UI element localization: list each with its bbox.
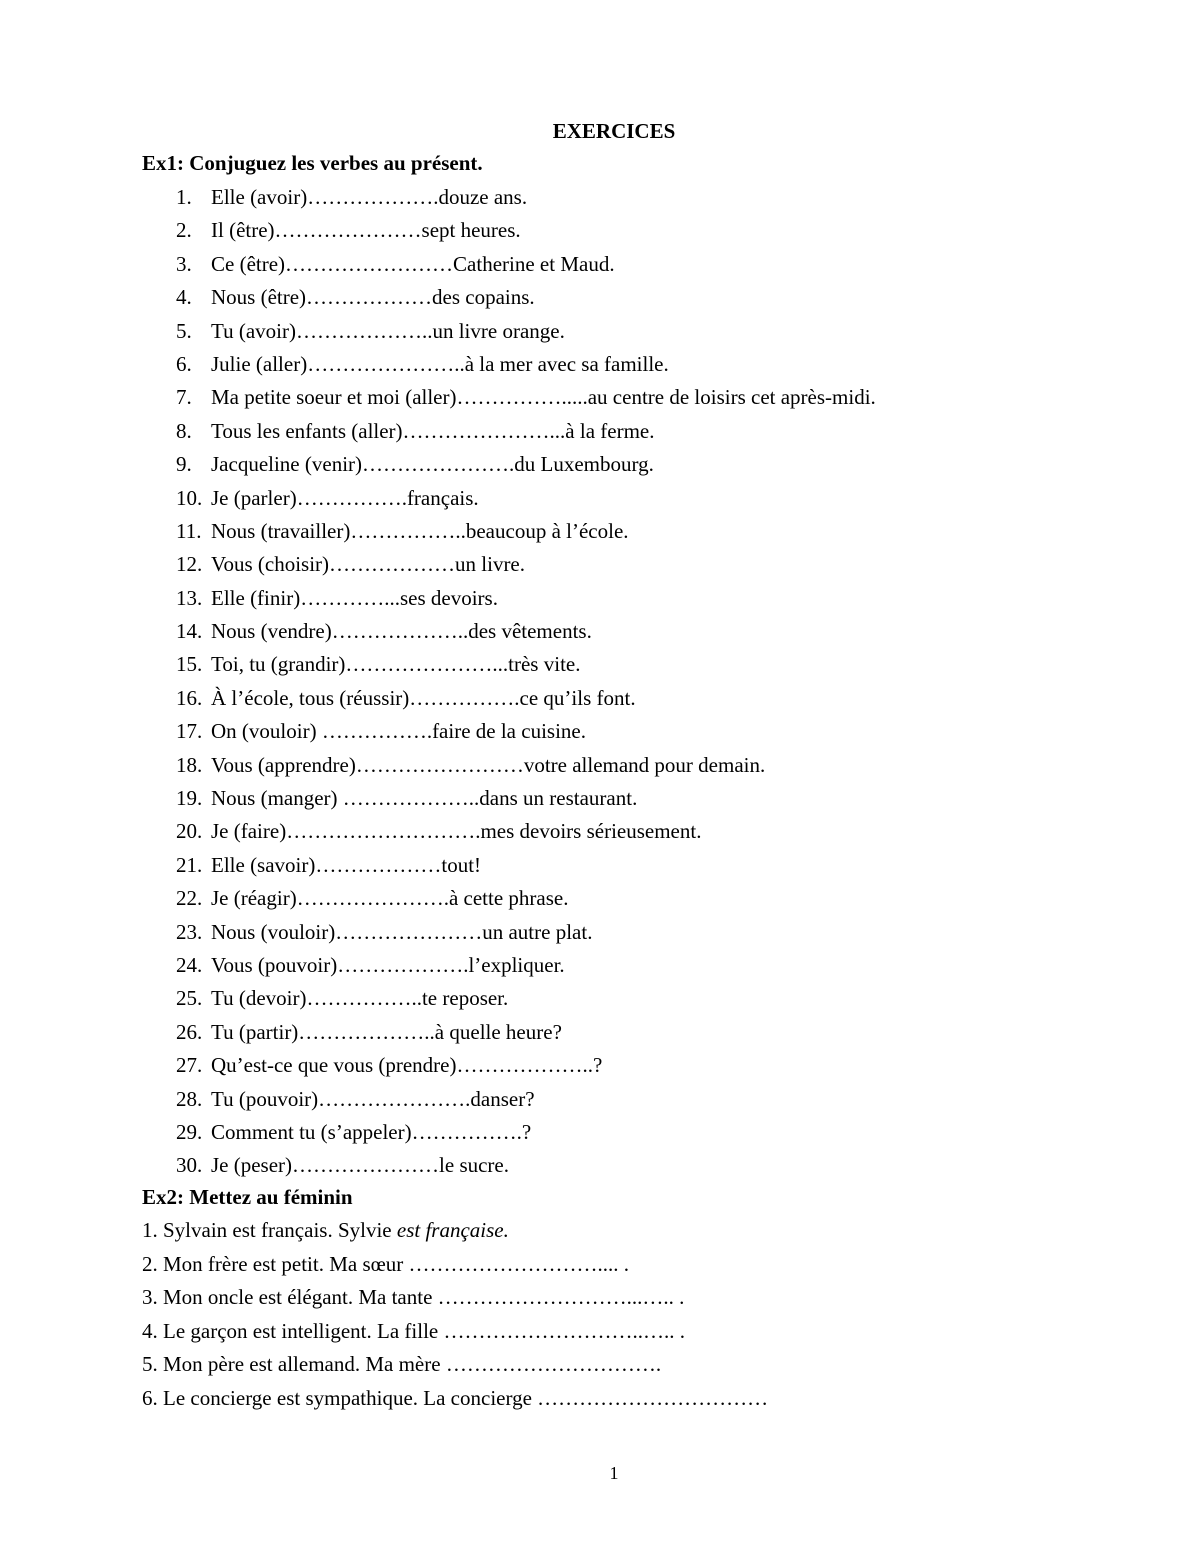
item-number: 10. (176, 485, 203, 510)
item-sentence: Je (réagir)………………….à cette phrase. (211, 886, 569, 911)
item-sentence: Qu’est-ce que vous (prendre)………………..? (211, 1053, 603, 1078)
item-number: 15. (176, 652, 203, 677)
item-number: 27. (176, 1053, 203, 1078)
exercise-1-heading: Ex1: Conjuguez les verbes au présent. (142, 151, 483, 175)
item-number: 16. (176, 685, 203, 710)
item-sentence: Vous (apprendre)……………………votre allemand pour demain. (211, 752, 766, 777)
item-number: 17. (176, 719, 203, 744)
item-sentence: Tu (devoir)……………..te reposer. (211, 986, 509, 1011)
item-sentence: Tu (partir)………………..à quelle heure? (211, 1019, 562, 1044)
item-sentence: Ce (être)……………………Catherine et Maud. (211, 251, 615, 276)
item-sentence: 6. Le concierge est sympathique. La concierge …………………………… (142, 1385, 769, 1410)
item-number: 25. (176, 986, 203, 1011)
item-number: 20. (176, 819, 203, 844)
item-example-answer: est française. (396, 1218, 509, 1242)
item-sentence: 2. Mon frère est petit. Ma sœur ……………………….... . (142, 1251, 630, 1276)
item-sentence: 3. Mon oncle est élégant. Ma tante ………………………...….. . (142, 1285, 685, 1310)
item-number: 14. (176, 619, 203, 644)
item-sentence: Toi, tu (grandir)…………………...très vite. (211, 652, 581, 677)
item-sentence: Elle (finir)…………...ses devoirs. (211, 585, 498, 610)
item-sentence: Je (parler)…………….français. (211, 485, 479, 510)
item-sentence: Ma petite soeur et moi (aller)…………….....au centre de loisirs cet après-midi. (211, 385, 876, 410)
item-number: 23. (176, 919, 203, 944)
item-number: 24. (176, 952, 203, 977)
item-number: 6. (176, 351, 192, 376)
item-number: 28. (176, 1086, 203, 1111)
item-number: 1. (176, 185, 192, 209)
item-sentence: Nous (travailler)……………..beaucoup à l’école. (211, 518, 629, 543)
item-number: 7. (176, 385, 192, 410)
item-sentence: Tu (avoir)………………..un livre orange. (211, 318, 565, 343)
item-number: 12. (176, 552, 203, 577)
item-sentence: Nous (manger) ………………..dans un restaurant. (211, 786, 638, 811)
item-number: 4. (176, 285, 192, 310)
item-sentence: Nous (être)………………des copains. (211, 285, 535, 310)
page-number: 1 (609, 1463, 619, 1483)
item-number: 26. (176, 1019, 203, 1044)
item-number: 19. (176, 786, 203, 811)
item-prompt: 1. Sylvain est français. Sylvie (142, 1218, 397, 1242)
item-number: 3. (176, 251, 192, 276)
item-sentence: Nous (vouloir)…………………un autre plat. (211, 919, 593, 944)
item-number: 2. (176, 218, 192, 243)
item-sentence: Elle (savoir)………………tout! (211, 852, 482, 877)
item-sentence: Vous (choisir)………………un livre. (211, 552, 526, 577)
item-sentence: Elle (avoir)……………….douze ans. (211, 185, 528, 209)
item-number: 21. (176, 852, 203, 877)
page-title: EXERCICES (552, 119, 676, 143)
item-sentence (142, 1216, 509, 1244)
item-sentence: Comment tu (s’appeler)…………….? (211, 1119, 532, 1144)
item-sentence: À l’école, tous (réussir)…………….ce qu’ils font. (211, 685, 636, 710)
item-sentence: 4. Le garçon est intelligent. La fille ………………………..….. . (142, 1318, 685, 1343)
item-number: 11. (176, 518, 202, 543)
item-sentence: 5. Mon père est allemand. Ma mère …………………………. (142, 1352, 662, 1377)
item-sentence: Tu (pouvoir)………………….danser? (211, 1086, 535, 1111)
item-sentence: Je (peser)…………………le sucre. (211, 1153, 509, 1178)
item-number: 22. (176, 886, 203, 911)
item-number: 8. (176, 418, 192, 443)
item-sentence: Il (être)…………………sept heures. (211, 218, 521, 243)
item-sentence: On (vouloir) …………….faire de la cuisine. (211, 719, 586, 744)
item-sentence: Tous les enfants (aller)…………………...à la ferme. (211, 418, 655, 443)
item-number: 9. (176, 452, 192, 477)
item-number: 18. (176, 752, 203, 777)
item-number: 13. (176, 585, 203, 610)
item-sentence: Jacqueline (venir)………………….du Luxembourg. (211, 452, 654, 477)
item-sentence: Je (faire)……………………….mes devoirs sérieusement. (211, 819, 702, 844)
item-number: 30. (176, 1153, 203, 1178)
item-number: 29. (176, 1119, 203, 1144)
item-sentence: Julie (aller)…………………..à la mer avec sa famille. (211, 351, 669, 376)
exercise-2-heading: Ex2: Mettez au féminin (142, 1185, 353, 1209)
item-sentence: Nous (vendre)………………..des vêtements. (211, 619, 592, 644)
item-sentence: Vous (pouvoir)……………….l’expliquer. (211, 952, 565, 977)
item-number: 5. (176, 318, 192, 343)
